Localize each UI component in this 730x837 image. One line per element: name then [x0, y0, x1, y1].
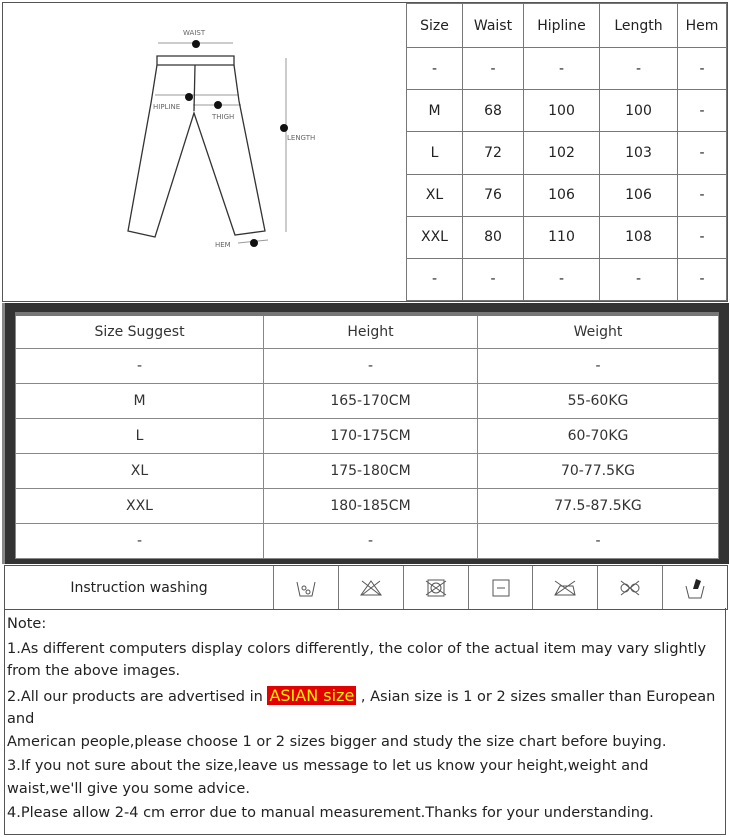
no-bleach-icon [339, 566, 404, 609]
table-cell: 102 [524, 132, 600, 174]
note-1: 1.As different computers display colors differently, the color of the actual item may vary slightly from the above images. [7, 640, 707, 679]
table-row [407, 132, 727, 174]
table-cell: - [678, 174, 727, 216]
hem-label: HEM [215, 241, 231, 249]
header-size: Size [407, 4, 463, 48]
table-row [16, 383, 719, 418]
table-cell: - [407, 258, 463, 300]
table-cell: - [678, 216, 727, 258]
header-hem: Hem [678, 4, 727, 48]
table-cell: - [678, 132, 727, 174]
table-cell: - [678, 90, 727, 132]
table-cell: 106 [600, 174, 678, 216]
table-cell: 72 [463, 132, 524, 174]
table-cell: - [16, 348, 264, 383]
table-cell: XL [16, 453, 264, 488]
table-header [16, 314, 719, 348]
note-4: 4.Please allow 2-4 cm error due to manual measurement.Thanks for your understanding. [7, 805, 654, 821]
table-row [16, 348, 719, 383]
table-cell: 165-170CM [264, 383, 478, 418]
size-table [406, 3, 727, 301]
table-cell: - [524, 258, 600, 300]
asian-size-highlight: ASIAN size [269, 685, 355, 705]
table-header [407, 4, 727, 48]
header-weight: Weight [478, 314, 719, 348]
table-row [407, 258, 727, 300]
table-cell: - [463, 48, 524, 90]
table-cell: 77.5-87.5KG [478, 488, 719, 523]
dry-flat-icon [469, 566, 534, 609]
table-cell: 108 [600, 216, 678, 258]
no-tumble-dry-icon [404, 566, 469, 609]
note-2-text: 2.All our products are advertised in [7, 688, 268, 705]
table-cell: 55-60KG [478, 383, 719, 418]
table-cell: L [407, 132, 463, 174]
table-cell: 180-185CM [264, 488, 478, 523]
pants-diagram [3, 3, 407, 301]
header-hipline: Hipline [524, 4, 600, 48]
table-cell: - [478, 348, 719, 383]
table-row [16, 418, 719, 453]
thigh-label: THIGH [212, 113, 235, 121]
no-iron-icon [533, 566, 598, 609]
table-row [16, 488, 719, 523]
no-dry-clean-icon [598, 566, 663, 609]
table-cell: 100 [524, 90, 600, 132]
size-suggest-frame [2, 303, 729, 564]
table-row [16, 523, 719, 558]
table-cell: 100 [600, 90, 678, 132]
table-row [407, 48, 727, 90]
note-2-text-cont: , Asian size is 1 or 2 sizes smaller than European and [7, 688, 716, 727]
table-row [407, 174, 727, 216]
table-cell: 68 [463, 90, 524, 132]
table-cell: M [16, 383, 264, 418]
notes [4, 608, 726, 835]
table-cell: XXL [407, 216, 463, 258]
note-2b: American people,please choose 1 or 2 sizes bigger and study the size chart before buying. [7, 733, 667, 750]
size-suggest-table [15, 312, 719, 559]
washing-instructions [4, 565, 728, 610]
table-cell: 80 [463, 216, 524, 258]
note-2 [7, 685, 723, 731]
table-cell: - [407, 48, 463, 90]
header-waist: Waist [463, 4, 524, 48]
table-row [16, 453, 719, 488]
length-label: LENGTH [287, 134, 316, 142]
table-row [407, 90, 727, 132]
table-cell: 106 [524, 174, 600, 216]
table-cell: - [264, 523, 478, 558]
table-cell: 60-70KG [478, 418, 719, 453]
table-cell: 170-175CM [264, 418, 478, 453]
table-cell: 76 [463, 174, 524, 216]
table-cell: XXL [16, 488, 264, 523]
table-cell: XL [407, 174, 463, 216]
hipline-label: HIPLINE [153, 103, 181, 111]
table-cell: - [600, 48, 678, 90]
size-chart-top [2, 2, 728, 302]
table-cell: L [16, 418, 264, 453]
header-size-suggest: Size Suggest [16, 314, 264, 348]
table-cell: - [678, 48, 727, 90]
header-height: Height [264, 314, 478, 348]
table-cell: - [524, 48, 600, 90]
table-cell: M [407, 90, 463, 132]
table-cell: 175-180CM [264, 453, 478, 488]
hand-wash-30-icon [274, 566, 339, 609]
table-cell: - [463, 258, 524, 300]
header-length: Length [600, 4, 678, 48]
notes-title: Note: [7, 616, 47, 632]
note-3: 3.If you not sure about the size,leave us message to let us know your height,weight and waist,we'll give you some advice. [7, 758, 649, 797]
washing-label: Instruction washing [5, 566, 274, 609]
table-row [407, 216, 727, 258]
table-cell: - [478, 523, 719, 558]
hand-wash-icon [663, 566, 727, 609]
table-cell: 70-77.5KG [478, 453, 719, 488]
table-cell: - [264, 348, 478, 383]
table-cell: 110 [524, 216, 600, 258]
table-cell: - [678, 258, 727, 300]
waist-label: WAIST [183, 29, 206, 37]
table-cell: - [16, 523, 264, 558]
table-cell: - [600, 258, 678, 300]
table-cell: 103 [600, 132, 678, 174]
